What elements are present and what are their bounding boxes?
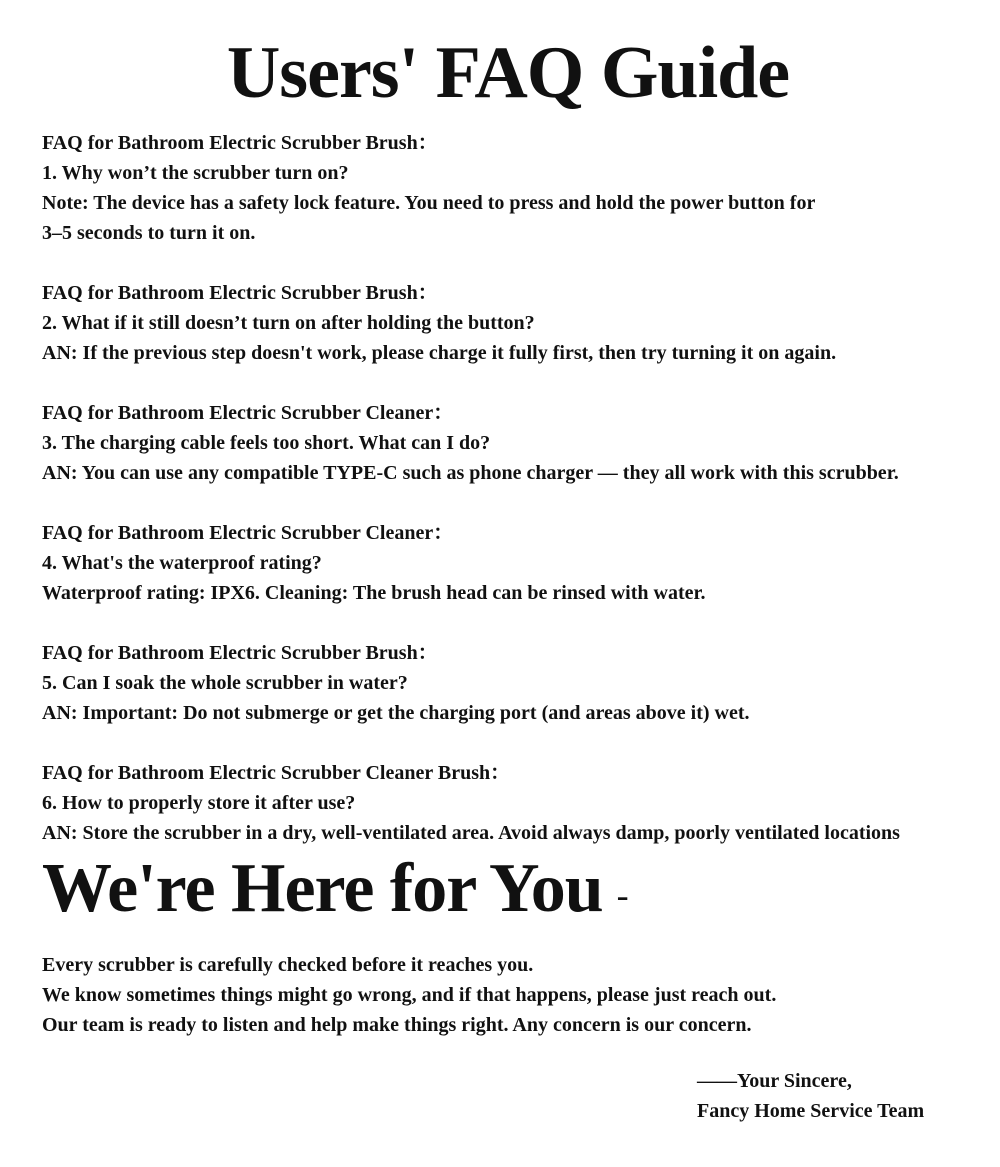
faq-item-1 xyxy=(42,128,1000,248)
faq-question: 4. What's the waterproof rating? xyxy=(42,552,322,574)
signature-team: Fancy Home Service Team xyxy=(697,1100,925,1122)
support-message-line: Our team is ready to listen and help make things right. Any concern is our concern. xyxy=(42,1014,752,1036)
faq-item-6 xyxy=(42,758,1000,848)
support-message xyxy=(42,950,776,1040)
headline-dash: - xyxy=(616,874,628,915)
faq-answer-line: Note: The device has a safety lock feature. You need to press and hold the power button for xyxy=(42,192,816,214)
faq-list xyxy=(42,128,1000,878)
faq-answer-line: AN: Important: Do not submerge or get the charging port (and areas above it) wet. xyxy=(42,702,750,724)
faq-answer-line: AN: If the previous step doesn't work, please charge it fully first, then try turning it on again. xyxy=(42,342,837,364)
faq-answer-line: Waterproof rating: IPX6. Cleaning: The brush head can be rinsed with water. xyxy=(42,582,706,604)
faq-item-2 xyxy=(42,278,1000,368)
faq-question: 2. What if it still doesn’t turn on after holding the button? xyxy=(42,312,535,334)
faq-item-5 xyxy=(42,638,1000,728)
faq-answer-line: 3–5 seconds to turn it on. xyxy=(42,222,256,244)
faq-question: 5. Can I soak the whole scrubber in water? xyxy=(42,672,408,694)
faq-heading: FAQ for Bathroom Electric Scrubber Brush： xyxy=(42,282,438,304)
faq-question: 1. Why won’t the scrubber turn on? xyxy=(42,162,349,184)
page-title: Users' FAQ Guide xyxy=(226,32,790,114)
faq-answer-line: AN: You can use any compatible TYPE-C such as phone charger — they all work with this scrubber. xyxy=(42,462,899,484)
faq-item-3 xyxy=(42,398,1000,488)
faq-answer-line: AN: Store the scrubber in a dry, well-ventilated area. Avoid always damp, poorly ventilated locations xyxy=(42,822,900,844)
faq-heading: FAQ for Bathroom Electric Scrubber Brush： xyxy=(42,132,438,154)
support-message-line: Every scrubber is carefully checked before it reaches you. xyxy=(42,954,534,976)
support-headline xyxy=(42,848,628,936)
faq-question: 6. How to properly store it after use? xyxy=(42,792,356,814)
faq-heading: FAQ for Bathroom Electric Scrubber Cleaner： xyxy=(42,402,454,424)
support-message-line: We know sometimes things might go wrong, and if that happens, please just reach out. xyxy=(42,984,777,1006)
faq-question: 3. The charging cable feels too short. What can I do? xyxy=(42,432,491,454)
faq-heading: FAQ for Bathroom Electric Scrubber Brush： xyxy=(42,642,438,664)
support-headline-text: We're Here for You xyxy=(42,850,603,927)
faq-heading: FAQ for Bathroom Electric Scrubber Cleaner： xyxy=(42,522,454,544)
faq-heading: FAQ for Bathroom Electric Scrubber Cleaner Brush： xyxy=(42,762,511,784)
signature-closing: ——Your Sincere, xyxy=(697,1070,852,1092)
faq-item-4 xyxy=(42,518,1000,608)
signature xyxy=(697,1066,924,1126)
